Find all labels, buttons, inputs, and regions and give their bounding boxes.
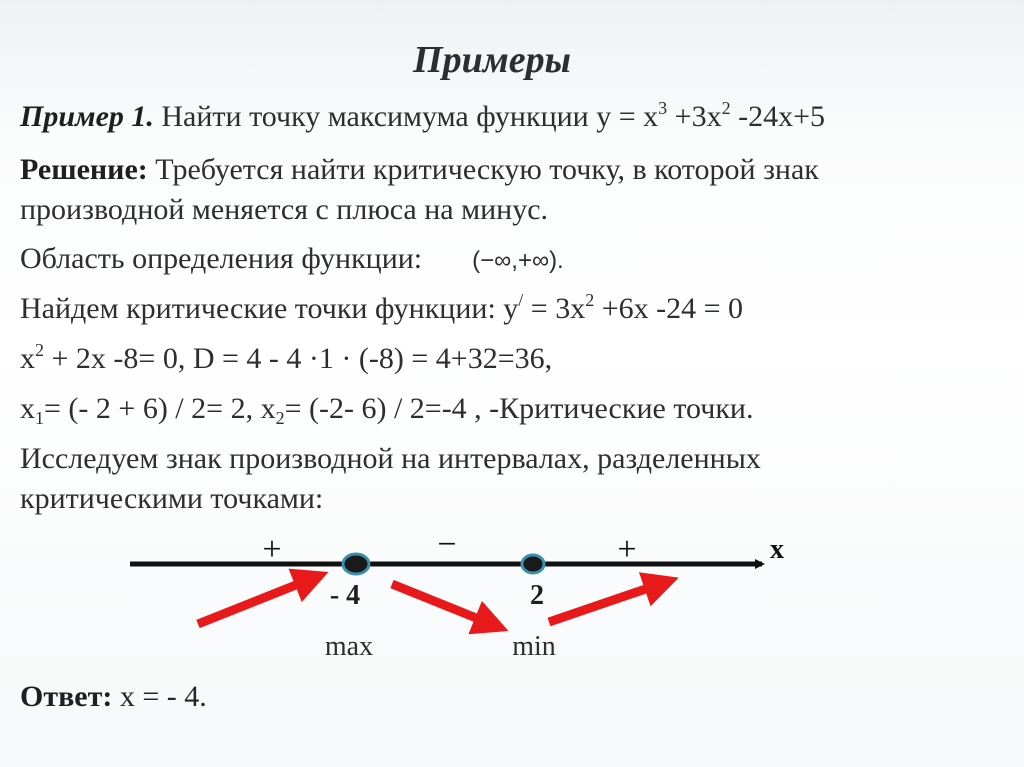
point-value-left: - 4 (329, 580, 361, 611)
arrow-rising-right (549, 582, 666, 622)
solution-line-2: производной меняется с плюса на минус. (20, 193, 549, 226)
arrow-falling (392, 584, 496, 626)
sign-middle: − (437, 526, 457, 563)
investigate-line-1: Исследуем знак производной на интервалах, разделенных (20, 442, 761, 475)
arrow-rising-left (198, 577, 316, 624)
critical-points-line: Найдем критические точки функции: $y^/ = 3x^2 +6x$ -24 = 0 (20, 290, 744, 325)
solution-line-1: Решение: Требуется найти критическую точку, в которой знак (20, 153, 819, 186)
slide-title: Примеры (413, 39, 571, 81)
critical-point-right (522, 555, 544, 573)
point-value-right: 2 (530, 580, 544, 611)
domain-value: (−∞,+∞). (472, 247, 564, 274)
example-label: Пример 1. (20, 100, 154, 133)
example-statement: Пример 1. Найти точку максимума функции $y = x^3 +3x^2$ -24x+5 (20, 98, 825, 133)
sign-right: + (617, 531, 637, 568)
investigate-line-2: критическими точками: (20, 482, 324, 515)
critical-point-left (343, 554, 369, 574)
answer-label: Ответ: (20, 680, 113, 713)
axis-label: x (770, 534, 784, 565)
number-line-diagram (0, 525, 1024, 675)
point-label-min: min (512, 631, 556, 662)
answer-line: Ответ: x = - 4. (20, 680, 207, 713)
roots-line: $x_1=$ (- 2 + 6) / 2= 2, $x_2= (-2-$ 6) / 2=-4 , -Критические точки. (20, 392, 754, 428)
solution-label: Решение: (20, 153, 148, 186)
point-label-max: max (324, 631, 374, 662)
sign-left: + (262, 531, 282, 568)
quadratic-line: $x^2 + 2x$ -8= 0, D = 4 - 4 ·1 · (-8) = 4+32=36, (20, 340, 553, 375)
domain-line: Область определения функции: (−∞,+∞). (20, 242, 564, 275)
